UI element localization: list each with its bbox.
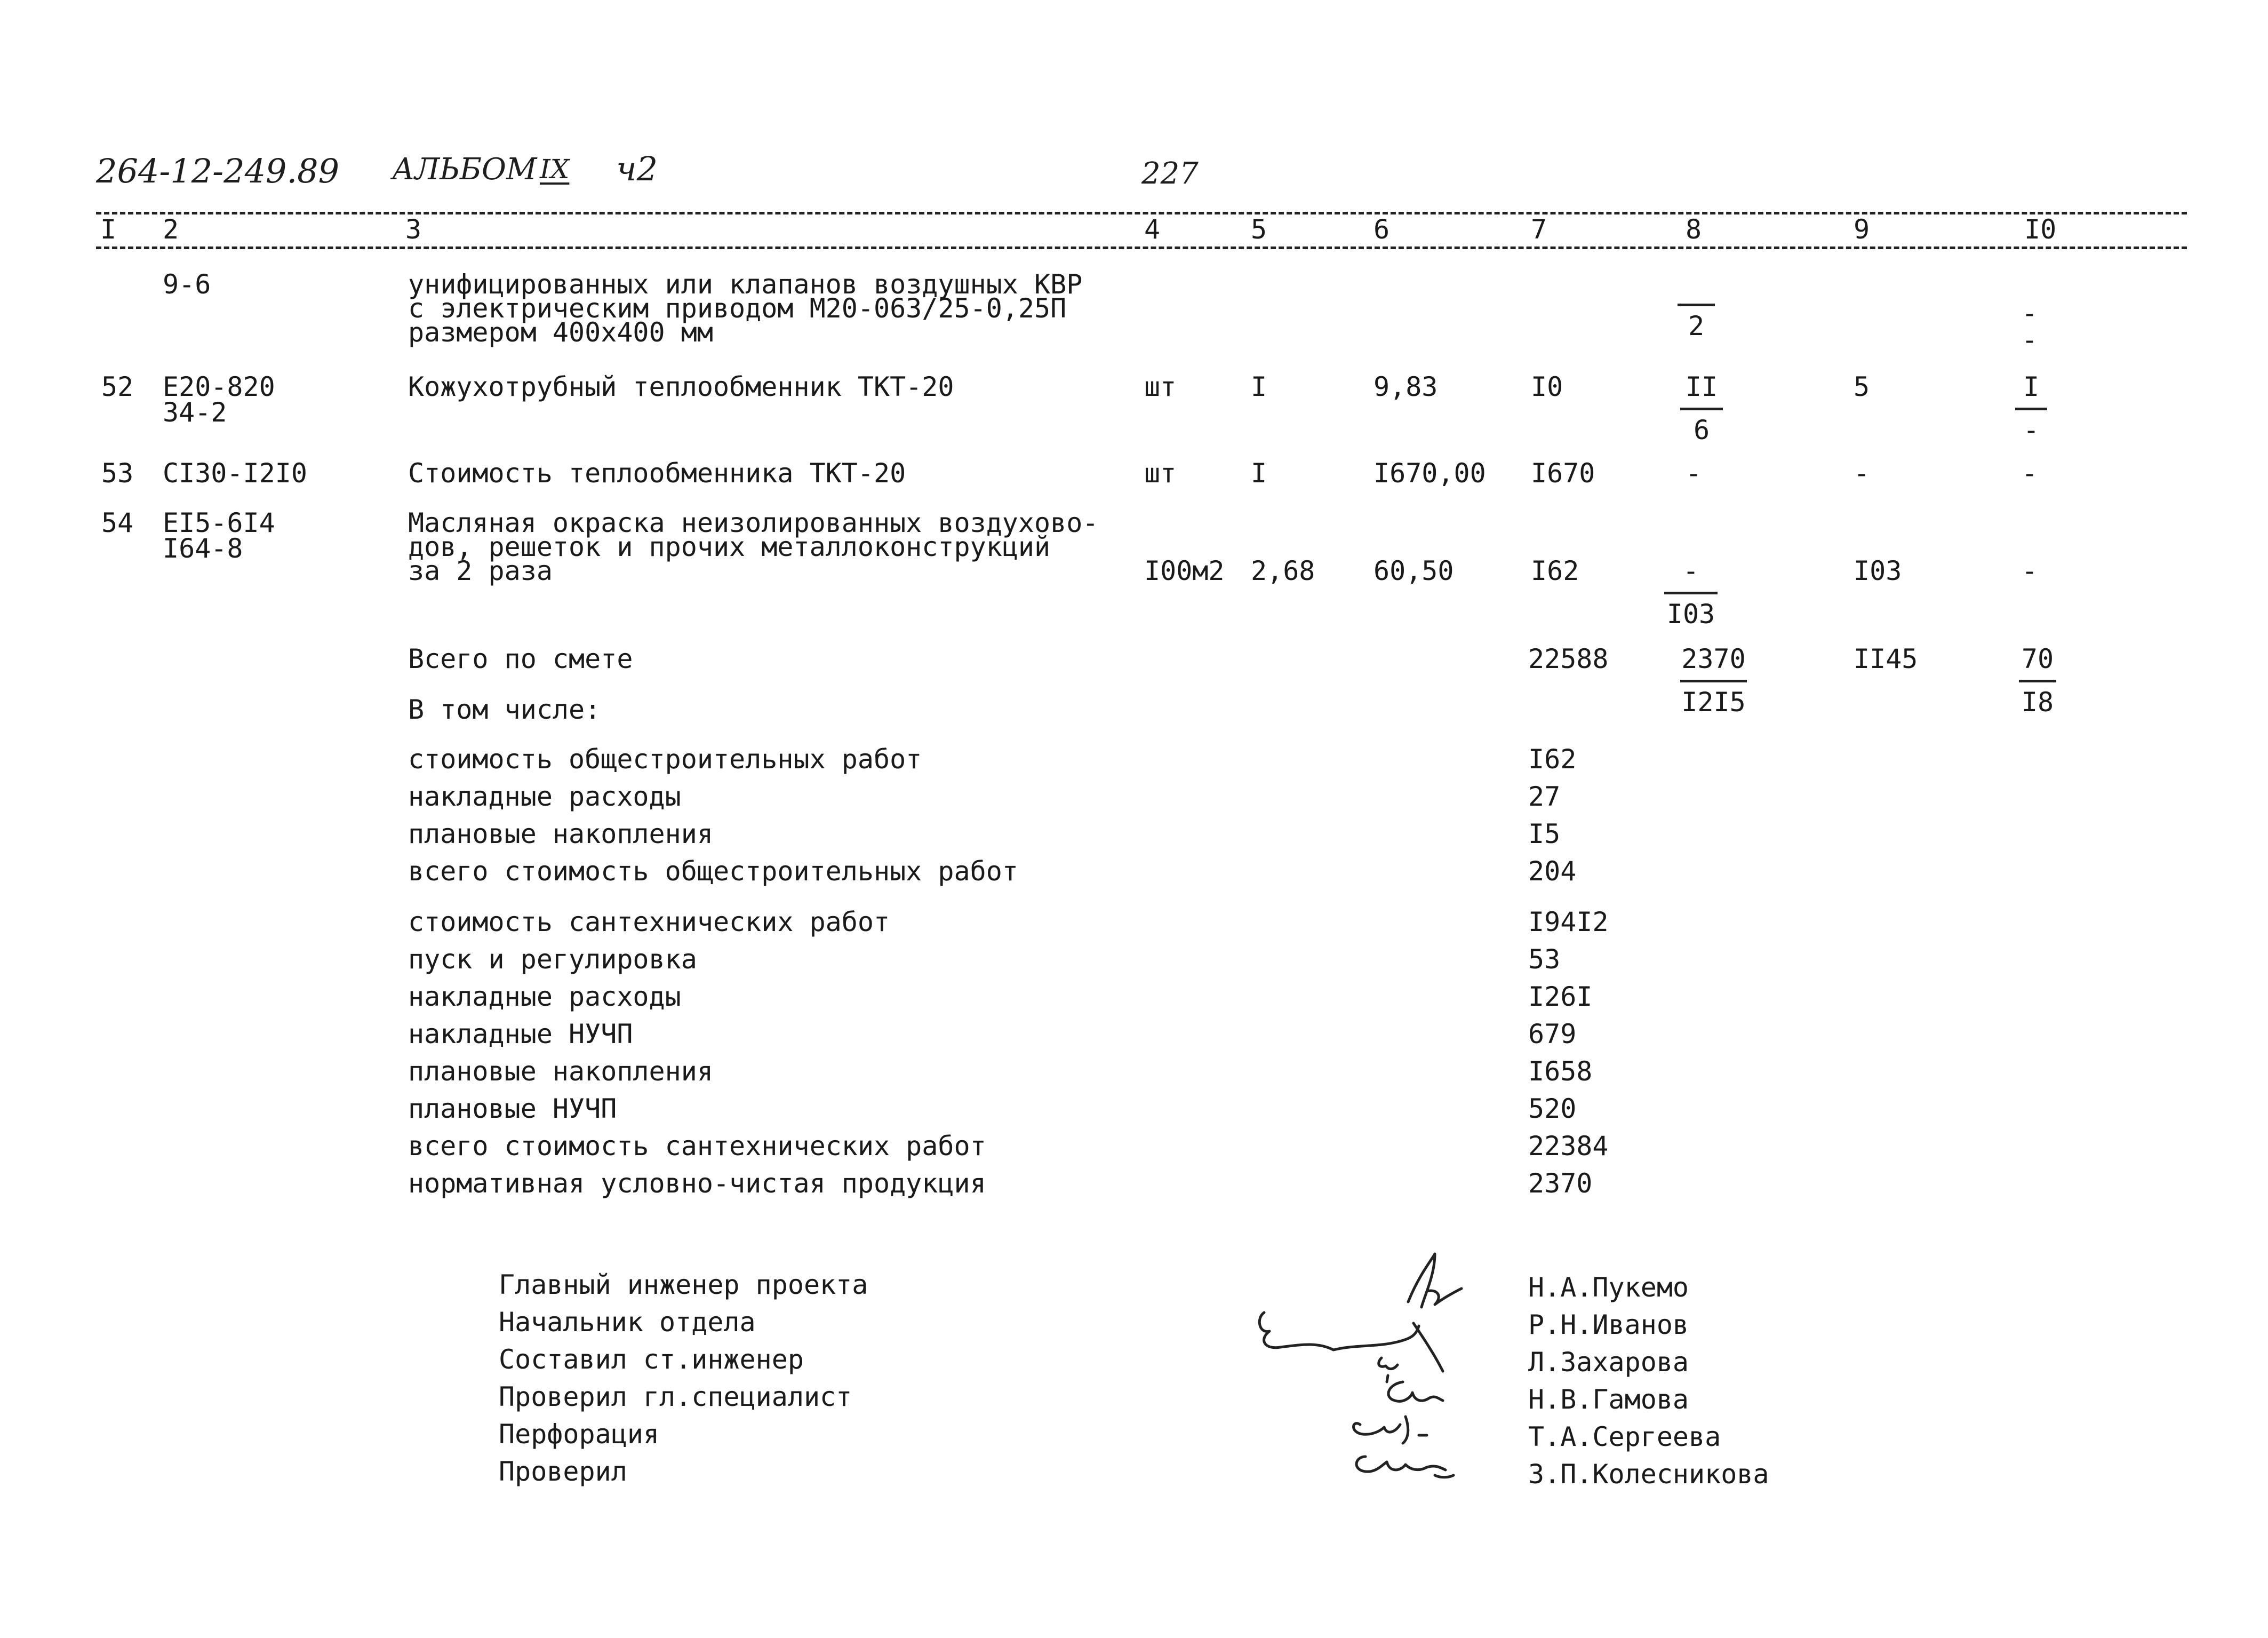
column-header-4: 4 bbox=[1144, 214, 1161, 245]
breakdown-value: 53 bbox=[1528, 944, 1561, 975]
breakdown-label: нормативная условно-чистая продукция bbox=[408, 1168, 986, 1199]
signature-name: Т.А.Сергеева bbox=[1528, 1421, 1721, 1452]
row-col10-value: - bbox=[2022, 555, 2038, 586]
breakdown-value: 204 bbox=[1528, 856, 1577, 887]
row-code: I64-8 bbox=[163, 533, 243, 564]
column-header-3: 3 bbox=[405, 214, 422, 245]
row-description: размером 400х400 мм bbox=[408, 317, 713, 348]
breakdown-label: стоимость сантехнических работ bbox=[408, 907, 890, 937]
row-unit: шт bbox=[1144, 458, 1177, 489]
signature-name: Р.Н.Иванов bbox=[1528, 1309, 1689, 1340]
signature-name: З.П.Колесникова bbox=[1528, 1459, 1769, 1490]
row-col10-value: - bbox=[2022, 298, 2038, 329]
page-number: 227 bbox=[1141, 156, 1199, 191]
album-part: ч2 bbox=[616, 149, 658, 188]
breakdown-label: плановые накопления bbox=[408, 1056, 713, 1087]
album-label: АЛЬБОМ bbox=[392, 152, 537, 187]
row-col9-value: 5 bbox=[1854, 371, 1870, 402]
row-description: унифицированных или клапанов воздушных КВР bbox=[408, 269, 1083, 300]
album-number: IX bbox=[540, 154, 570, 185]
row-quantity: I bbox=[1251, 371, 1267, 402]
row-total: I0 bbox=[1531, 371, 1563, 402]
signature-role: Перфорация bbox=[499, 1419, 660, 1450]
signature-role: Составил ст.инженер bbox=[499, 1344, 804, 1375]
row-code: 9-6 bbox=[163, 269, 211, 300]
row-code: СI30-I2I0 bbox=[163, 458, 307, 489]
row-quantity: 2,68 bbox=[1251, 555, 1315, 586]
breakdown-label: пуск и регулировка bbox=[408, 944, 697, 975]
breakdown-value: 22384 bbox=[1528, 1131, 1609, 1162]
handwritten-signatures bbox=[1243, 1238, 1520, 1505]
breakdown-value: I62 bbox=[1528, 744, 1577, 775]
totals-col10-fraction: 70 I8 bbox=[2019, 646, 2056, 715]
row-col9-value: I03 bbox=[1854, 555, 1902, 586]
breakdown-value: 679 bbox=[1528, 1019, 1577, 1049]
breakdown-label: накладные НУЧП bbox=[408, 1019, 633, 1049]
row-col10-fraction: I - bbox=[2015, 373, 2047, 443]
breakdown-label: стоимость общестроительных работ bbox=[408, 744, 922, 775]
breakdown-value: I5 bbox=[1528, 818, 1561, 849]
signature-role: Начальник отдела bbox=[499, 1307, 756, 1338]
breakdown-value: I26I bbox=[1528, 981, 1593, 1012]
row-unit-price: 60,50 bbox=[1373, 555, 1454, 586]
totals-label: Всего по смете bbox=[408, 643, 633, 674]
row-col8-fraction: II 6 bbox=[1680, 373, 1723, 443]
row-unit-price: I670,00 bbox=[1373, 458, 1486, 489]
header-rule-bottom bbox=[96, 247, 2187, 249]
row-unit: шт bbox=[1144, 371, 1177, 402]
breakdown-label: плановые накопления bbox=[408, 818, 713, 849]
row-col10-value: - bbox=[2022, 324, 2038, 355]
breakdown-value: I658 bbox=[1528, 1056, 1593, 1087]
row-col8-fraction: 2 bbox=[1678, 296, 1715, 339]
row-description: с электрическим приводом М20-063/25-0,25П bbox=[408, 293, 1067, 324]
column-header-5: 5 bbox=[1251, 214, 1267, 245]
row-description: Стоимость теплообменника ТКТ-20 bbox=[408, 458, 906, 489]
document-code: 264-12-249.89 bbox=[96, 152, 340, 190]
signature-name: Н.А.Пукемо bbox=[1528, 1272, 1689, 1303]
row-col8-fraction: - I03 bbox=[1664, 558, 1718, 627]
column-header-9: 9 bbox=[1854, 214, 1870, 245]
breakdown-label: накладные расходы bbox=[408, 781, 681, 812]
totals-col9: II45 bbox=[1854, 643, 1918, 674]
signature-role: Проверил гл.специалист bbox=[499, 1381, 852, 1412]
breakdown-label: накладные расходы bbox=[408, 981, 681, 1012]
signature-name: Л.Захарова bbox=[1528, 1347, 1689, 1378]
column-header-2: 2 bbox=[163, 214, 179, 245]
row-col9-value: - bbox=[1854, 458, 1870, 489]
signature-name: Н.В.Гамова bbox=[1528, 1384, 1689, 1415]
row-code: 34-2 bbox=[163, 397, 227, 428]
row-number: 54 bbox=[101, 507, 134, 538]
row-unit: I00м2 bbox=[1144, 555, 1225, 586]
column-header-7: 7 bbox=[1531, 214, 1547, 245]
row-code: Е20-820 bbox=[163, 371, 275, 402]
column-header-8: 8 bbox=[1686, 214, 1702, 245]
row-number: 52 bbox=[101, 371, 134, 402]
row-description: Масляная окраска неизолированных воздухово- bbox=[408, 507, 1099, 538]
signature-role: Проверил bbox=[499, 1456, 627, 1487]
column-header-10: I0 bbox=[2024, 214, 2057, 245]
breakdown-label: всего стоимость сантехнических работ bbox=[408, 1131, 986, 1162]
breakdown-label: всего стоимость общестроительных работ bbox=[408, 856, 1018, 887]
row-code: ЕI5-6I4 bbox=[163, 507, 275, 538]
row-description: за 2 раза bbox=[408, 555, 553, 586]
row-col8-value: - bbox=[1686, 458, 1702, 489]
breakdown-value: 2370 bbox=[1528, 1168, 1593, 1199]
breakdown-value: 27 bbox=[1528, 781, 1561, 812]
including-label: В том числе: bbox=[408, 694, 601, 725]
row-number: 53 bbox=[101, 458, 134, 489]
row-description: Кожухотрубный теплообменник ТКТ-20 bbox=[408, 371, 954, 402]
row-col10-value: - bbox=[2022, 458, 2038, 489]
breakdown-value: 520 bbox=[1528, 1093, 1577, 1124]
breakdown-label: плановые НУЧП bbox=[408, 1093, 617, 1124]
row-total: I62 bbox=[1531, 555, 1579, 586]
column-header-6: 6 bbox=[1373, 214, 1390, 245]
totals-col8-fraction: 2370 I2I5 bbox=[1680, 646, 1747, 715]
row-unit-price: 9,83 bbox=[1373, 371, 1438, 402]
totals-col7: 22588 bbox=[1528, 643, 1609, 674]
row-quantity: I bbox=[1251, 458, 1267, 489]
signature-role: Главный инженер проекта bbox=[499, 1269, 868, 1300]
row-total: I670 bbox=[1531, 458, 1595, 489]
breakdown-value: I94I2 bbox=[1528, 907, 1609, 937]
column-header-1: I bbox=[100, 214, 117, 245]
row-description: дов, решеток и прочих металлоконструкций bbox=[408, 531, 1051, 562]
